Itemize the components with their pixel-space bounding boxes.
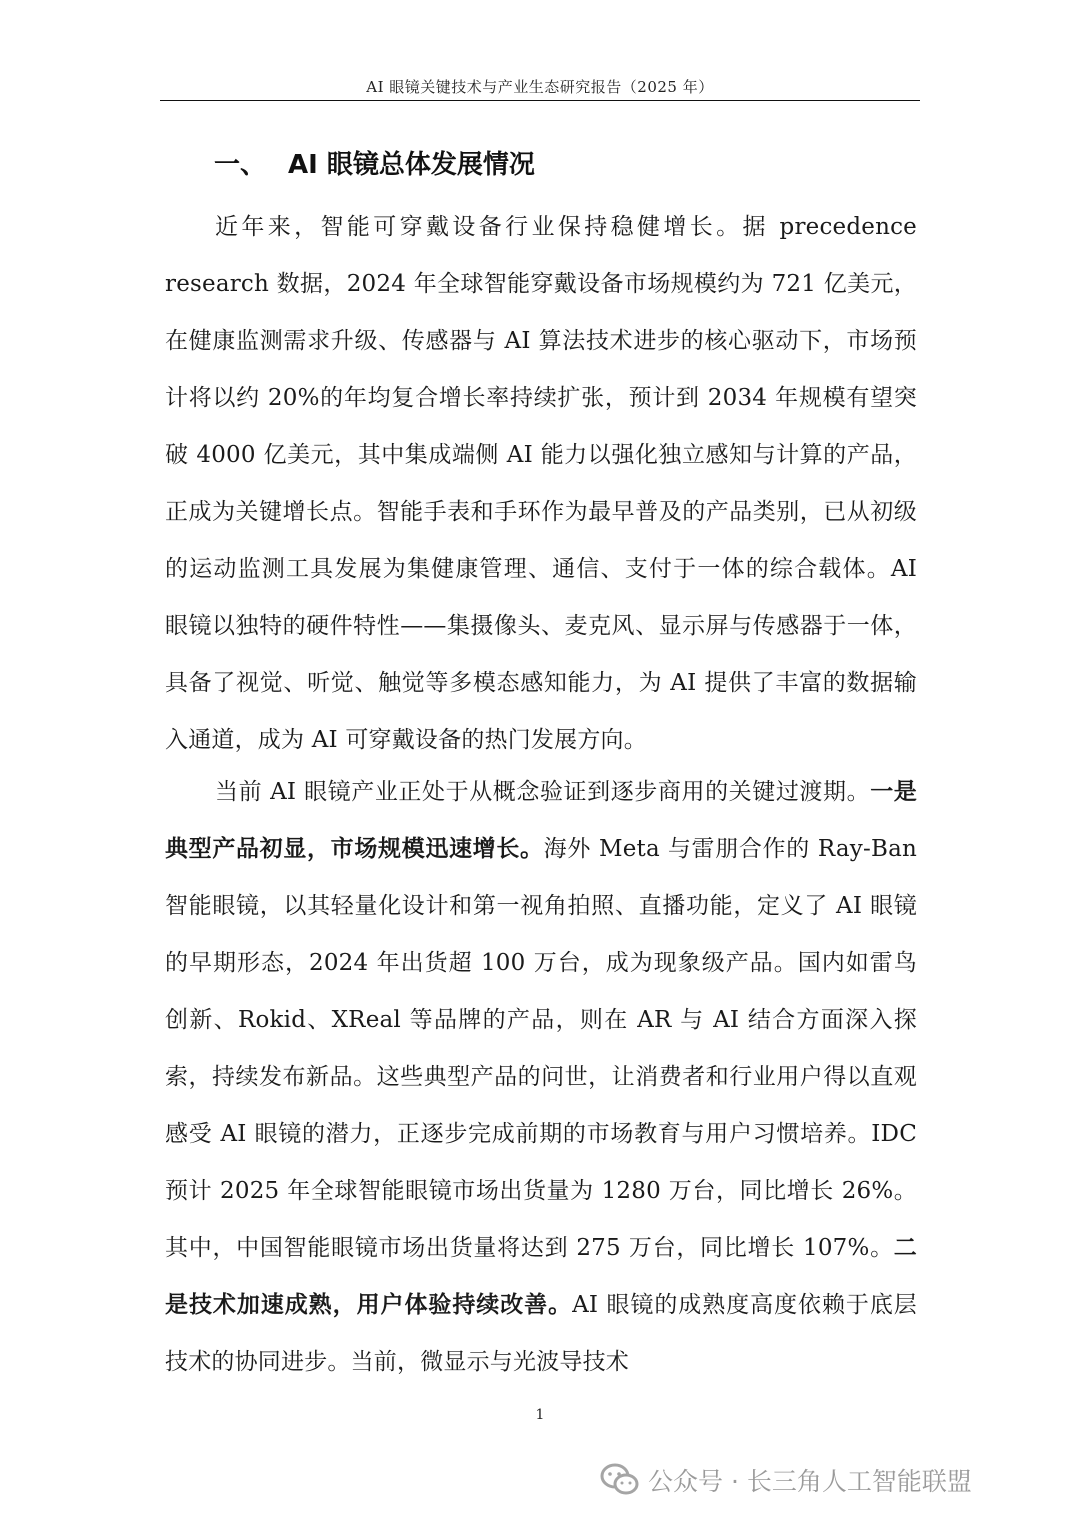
paragraph-2-intro: 当前 AI 眼镜产业正处于从概念验证到逐步商用的关键过渡期。 <box>215 779 871 805</box>
watermark <box>600 1462 972 1498</box>
wechat-icon <box>600 1463 640 1497</box>
header-rule <box>160 100 920 101</box>
page-number: 1 <box>535 1407 545 1423</box>
paragraph-2 <box>165 764 917 1391</box>
paragraph-2-end: AI 眼镜的成熟度高度依赖于底层技术的协同进步。当前，微显示与光波导技术 <box>165 1292 917 1375</box>
watermark-text: 公众号 · 长三角人工智能联盟 <box>648 1467 972 1496</box>
section-heading <box>214 144 535 181</box>
key-point-1: 一是典型产品初显，市场规模迅速增长。 <box>165 779 917 862</box>
paragraph-2-middle: 海外 Meta 与雷朋合作的 Ray-Ban 智能眼镜，以其轻量化设计和第一视角拍照、直播功能，定义了 AI 眼镜的早期形态，2024 年出货超 100 万台，成为现象级产品。国内如雷鸟创新、Rokid、XReal 等品牌的产品，则在 AR 与 AI 结合方面深入探索，持续发布新品。这些典型产品的问世，让消费者和行业用户得以直观感受 AI 眼镜的潜力，正逐步完成前期的市场教育与用户习惯培养。IDC 预计 2025 年全球智能眼镜市场出货量为 1280 万台，同比增长 26%。其中，中国智能眼镜市场出货量将达到 275 万台，同比增长 107%。 <box>165 836 918 1261</box>
paragraph-1-text: 近年来，智能可穿戴设备行业保持稳健增长。据 precedence research 数据，2024 年全球智能穿戴设备市场规模约为 721 亿美元，在健康监测需求升级、传感器与 AI 算法技术进步的核心驱动下，市场预计将以约 20%的年均复合增长率持续扩张，预计到 2034 年规模有望突破 4000 亿美元，其中集成端侧 AI 能力以强化独立感知与计算的产品，正成为关键增长点。智能手表和手环作为最早普及的产品类别，已从初级的运动监测工具发展为集健康管理、通信、支付于一体的综合载体。AI 眼镜以独特的硬件特性——集摄像头、麦克风、显示屏与传感器于一体，具备了视觉、听觉、触觉等多模态感知能力，为 AI 提供了丰富的数据输入通道，成为 AI 可穿戴设备的热门发展方向。 <box>165 214 917 753</box>
paragraph-1 <box>165 199 917 769</box>
key-point-2: 二是技术加速成熟，用户体验持续改善。 <box>165 1235 917 1318</box>
paragraph-2-text <box>165 764 917 1391</box>
section-title: AI 眼镜总体发展情况 <box>288 150 535 180</box>
section-number: 一、 <box>214 150 267 180</box>
running-header: AI 眼镜关键技术与产业生态研究报告（2025 年） <box>366 78 714 96</box>
